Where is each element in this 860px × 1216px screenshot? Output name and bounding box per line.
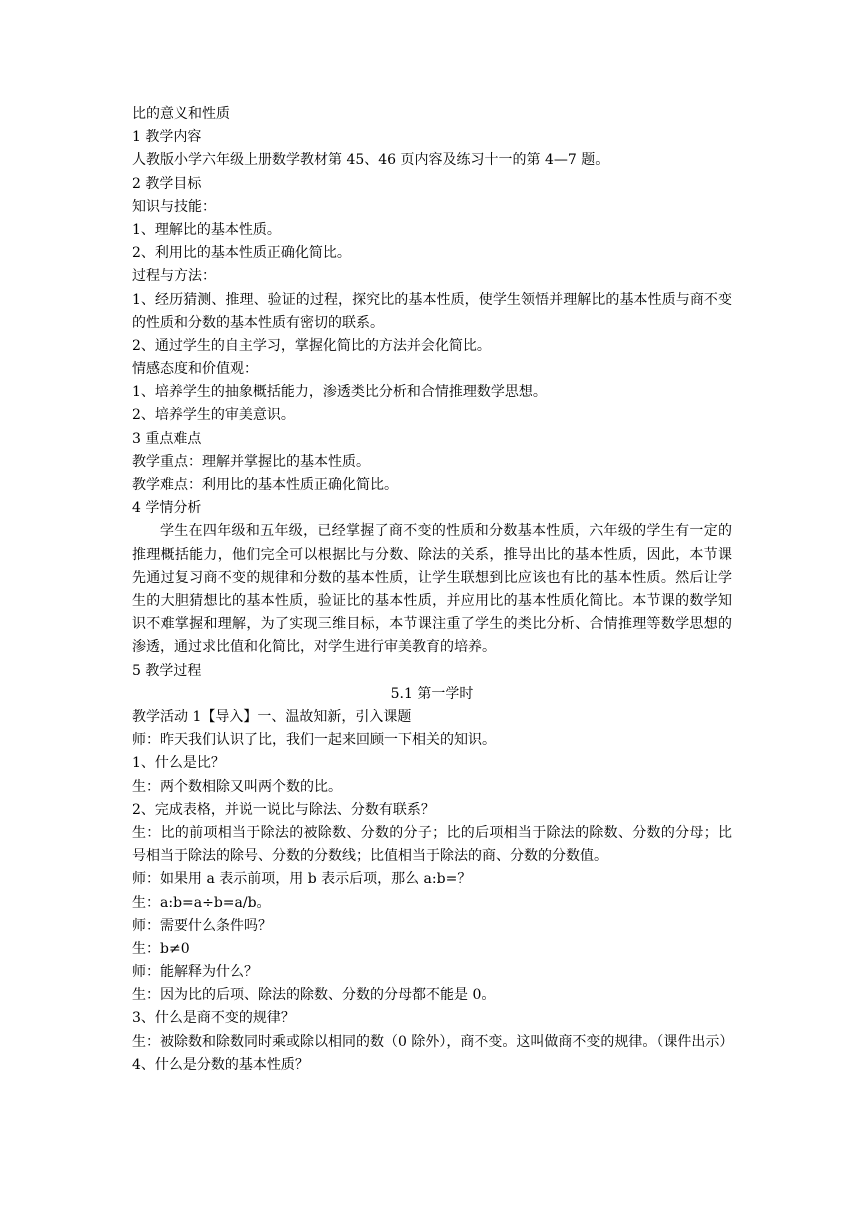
section-heading-goals: 2 教学目标 [132, 175, 202, 192]
student-line-6: 生：被除数和除数同时乘或除以相同的数（0 除外），商不变。这叫做商不变的规律。（课件出示） [132, 1033, 734, 1050]
section-heading-process: 5 教学过程 [132, 662, 202, 679]
question-2: 2、完成表格，并说一说比与除法、分数有联系？ [132, 801, 435, 818]
section-heading-content: 1 教学内容 [132, 129, 202, 146]
question-1: 1、什么是比？ [132, 755, 225, 772]
student-line-5: 生：因为比的后项、除法的除数、分数的分母都不能是 0。 [132, 987, 496, 1004]
teacher-line-3: 师：需要什么条件吗？ [132, 917, 272, 934]
student-line-3: 生：a:b=a÷b=a/b。 [132, 894, 271, 911]
knowledge-item-1: 1、理解比的基本性质。 [132, 221, 281, 238]
knowledge-item-2: 2、利用比的基本性质正确化简比。 [132, 245, 351, 262]
activity-heading: 教学活动 1【导入】一、温故知新，引入课题 [132, 709, 412, 725]
key-point-text: 教学重点：理解并掌握比的基本性质。 [132, 453, 370, 470]
analysis-paragraph: 学生在四年级和五年级，已经掌握了商不变的性质和分数基本性质，六年级的学生有一定的推理概括能力，他们完全可以根据比与分数、除法的关系，推导出比的基本性质，因此，本节课先通过复习商不变的规律和分数的基本性质，让学生联想到比应该也有比的基本性质。然后让学生的大胆猜想比的基本性质，验证比的基本性质，并应用比的基本性质化简比。本节课的数学知识不难掌握和理解，为了实现三维目标，本节课注重了学生的类比分析、合情推理等数学思想的渗透，通过求比值和化简比，对学生进行审美教育的培养。 [132, 523, 732, 656]
question-4: 4、什么是分数的基本性质？ [132, 1056, 309, 1073]
difficult-point-text: 教学难点：利用比的基本性质正确化简比。 [132, 477, 398, 494]
document-title: 比的意义和性质 [132, 106, 230, 122]
teacher-line-1: 师：昨天我们认识了比，我们一起来回顾一下相关的知识。 [132, 732, 496, 749]
student-line-2: 生：比的前项相当于除法的被除数、分数的分子；比的后项相当于除法的除数、分数的分母；比号相当于除法的除号、分数的分数线；比值相当于除法的商、分数的分数值。 [132, 824, 732, 865]
content-text: 人教版小学六年级上册数学教材第 45、46 页内容及练习十一的第 4—7 题。 [132, 152, 610, 169]
student-line-1: 生：两个数相除又叫两个数的比。 [132, 778, 342, 795]
teacher-line-4: 师：能解释为什么？ [132, 964, 258, 981]
emotion-heading: 情感态度和价值观： [132, 361, 258, 378]
question-3: 3、什么是商不变的规律？ [132, 1010, 295, 1027]
emotion-item-2: 2、培养学生的审美意识。 [132, 407, 295, 424]
process-item-1: 1、经历猜测、推理、验证的过程，探究比的基本性质，使学生领悟并理解比的基本性质与商不变的性质和分数的基本性质有密切的联系。 [132, 291, 732, 331]
section-heading-analysis: 4 学情分析 [132, 500, 202, 517]
student-line-4: 生：b≠0 [132, 940, 190, 957]
document-page [132, 103, 732, 1077]
section-heading-key-points: 3 重点难点 [132, 430, 202, 447]
process-item-2: 2、通过学生的自主学习，掌握化简比的方法并会化简比。 [132, 337, 491, 354]
knowledge-heading: 知识与技能： [132, 198, 216, 215]
lesson-heading: 5.1 第一学时 [390, 685, 474, 702]
process-heading: 过程与方法： [132, 268, 216, 285]
emotion-item-1: 1、培养学生的抽象概括能力，渗透类比分析和合情推理数学思想。 [132, 384, 547, 401]
teacher-line-2: 师：如果用 a 表示前项，用 b 表示后项，那么 a:b=？ [132, 871, 472, 888]
